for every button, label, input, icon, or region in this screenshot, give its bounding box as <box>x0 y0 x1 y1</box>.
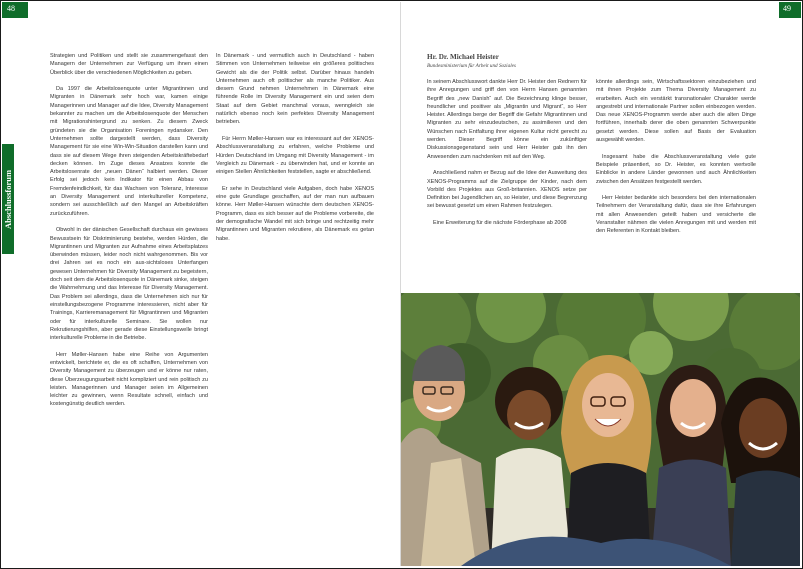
text-column-2 <box>216 52 374 251</box>
paragraph: Für Herrn Møller-Hansen war es interessant auf der XENOS-Abschlussveranstaltung zu erfahren, welche Probleme und Hürden Deutschland im Umgang mit Diversity Management - im Vergleich zu Dänemark - zu überwinden hat, und er konnte an einigen Stellen Ähnlichkeiten feststellen, sagte er abschließend. <box>216 135 374 176</box>
page-number-right: 49 <box>783 4 791 13</box>
paragraph: In Dänemark - und vermutlich auch in Deutschland - haben Stimmen von Unternehmen teilweise ein größeres politisches Gewicht als die der Politik selbst. Darüber hinaus handeln Unternehmen auch oft politischer als manche Politiker. Aus diesem Grund nehmen Unternehmen in Dänemark eine führende Rolle im Diversity Management ein und seien dem Staat auf dem Gebiet manchmal voraus, wenngleich sie natürlich ebenso noch kein perfektes Diversity Management betrieben. <box>216 53 374 126</box>
paragraph: Eine Erweiterung für die nächste Förderphase ab 2008 <box>433 220 567 227</box>
section-tab-label: Abschlussforum <box>3 169 13 229</box>
author-block <box>427 52 627 70</box>
paragraph: könnte allerdings sein, Wirtschaftssektoren einzubeziehen und mit ihnen Projekte zum Thema Diversity Management zu erarbeiten. Auch ein verstärkt transnationaler Charakter werde angestrebt und internationale Partner sollen einbezogen werden. Das neue XENOS-Programm werde aber auch die alten Dinge fortführen, innerhalb derer die oben genannten Schwerpunkte gesetzt werden. Diese sollen auf Basis der Evaluation ausgewählt werden. <box>596 79 756 144</box>
page-number-left-tab <box>2 2 28 18</box>
text-column-1 <box>50 52 208 417</box>
paragraph: Anschließend nahm er Bezug auf die Idee der Ausweitung des XENOS-Programms auf die Zielgruppe der Kinder, nach dem Vorbild des Projektes aus Groß-britannien. XENOS setze per Definition bei Jugendlichen an, so Heister, und diese Begrenzung sei bewusst gesetzt um einen Rahmen festzulegen. <box>427 170 587 210</box>
author-role: Bundesministerium für Arbeit und Soziales <box>427 63 516 69</box>
paragraph: Herr Møller-Hansen habe eine Reihe von Argumenten entwickelt, berichtete er, die es oft schaffen, Unternehmen von Diversity Management zu überzeugen und er könne nur raten, diese Überzeugungsarbeit nicht kompliziert und rein politisch zu leisten. Managerinnen und Manager seien im Allgemeinen leichter zu gewinnen, wenn Resultate schnell, einfach und kostengünstig deutlich werden. <box>50 351 208 408</box>
text-column-4 <box>596 78 756 244</box>
page-number-right-tab <box>779 2 801 18</box>
paragraph: Da 1997 die Arbeitslosenquote unter Migrantinnen und Migranten in Dänemark sehr hoch war, kamen einige Managerinnen und Manager auf die Idee, Diversity Management bekannter zu machen um die Arbeitslosenquote der Menschen mit Migrationshintergrund zu senken. Zu diesem Zweck gründeten sie die Organisation Foreningen nydansker. Den Unternehmen sollte dargestellt werden, dass Diversity Management für sie eine Win-Win-Situation darstellen kann und dass sie auf diesem Wege ihren steigenden Arbeitskräftebedarf decken können. Im Zuge dieses Ansatzes konnte die Arbeitslosenrate der „neuen Dänen“ halbiert werden. Dieser Erfolg sei jedoch kein Indikator für einen Abbau von Fremdenfeindlichkeit, für das Wachsen von Toleranz, Interesse an Diversity Management und interkultureller Kompetenz, sondern sei ausschließlich auf den Mangel an Arbeitskräften zurückzuführen. <box>50 86 208 217</box>
group-photo-illustration <box>401 293 800 566</box>
person-5 <box>721 378 800 566</box>
page-number-left: 48 <box>7 4 15 13</box>
paragraph: In seinem Abschlusswort dankte Herr Dr. Heister den Rednern für ihre Anregungen und griff den von Herrn Hansen genannten Begriff des „new Danish“ auf. Die Bezeichnung klinge besser, freundlicher und positiver als „Migrantin und Migrant“, so Herr Heister. Allerdings berge der Begriff die Gefahr Migrantinnen und Migranten zu sehr einzudeutschen, zu assimilieren und den Wünschen nach Entfaltung ihrer eigenen Kultur nicht gerecht zu werden. Dieser Begriff könne ein zukünftiger Diskussionsgegenstand sein und Herr Heister gab ihn den Anwesenden zum nachdenken mit auf den Weg. <box>427 79 587 160</box>
group-photo <box>401 293 800 566</box>
paragraph: Er sehe in Deutschland viele Aufgaben, doch habe XENOS eine gute Grundlage geschaffen, auf der man nun aufbauen könne. Herr Møller-Hansen wünschte dem deutschen XENOS-Programm, dass es sich besser auf die Probleme vorbereite, die der demografische Wandel mit sich bringe und rechtzeitig mehr Migrantinnen und Migranten rekrutiere, als Dänemark es getan habe. <box>216 185 374 242</box>
paragraph: Herr Heister bedankte sich besonders bei den internationalen Teilnehmern der Veranstaltung dafür, dass sie ihre Erfahrungen mit allen Anwesenden geteilt haben und versicherte die Veranstalter nähmen die vielen Anregungen mit und werden mit den Referenten in Kontakt bleiben. <box>596 195 756 235</box>
author-name: Hr. Dr. Michael Heister <box>427 53 499 61</box>
person-2 <box>491 367 571 566</box>
paragraph: Obwohl in der dänischen Gesellschaft durchaus ein gewisses Bewusstsein für Diskriminierung bestehe, werden Hürden, die Migrantinnen und Migranten zur Aufnahme eines Arbeitsplatzes überwinden müssen, leider noch nicht wahrgenommen. Bis vor drei Jahren sei es noch ein aus-sichtsloses Unterfangen gewesen Unternehmen für Diversity Management zu begeistern, doch seit dem die Arbeitslosenquote in Dänemark sinke, steigen die Wahrnehmung und das Interesse für Diversity Management. Das Problem sei allerdings, dass die Unternehmen sich nur für einstellungsbezogene Programme interessieren, nicht aber für Trainings, Karrieremanagement für Migrantinnen und Migranten oder für interkulturelle Seminare. Sie wollen nur Rekrutierungshilfen, aber gerade diese Einstellungswelle bringt interkulturelle Probleme in die Betriebe. <box>50 227 208 342</box>
person-3 <box>561 355 652 566</box>
text-column-3 <box>427 78 587 236</box>
paragraph: Strategien und Politiken und stellt sie zusammengefasst den Managern der Unternehmen zur Verfügung um ihnen einen Überblick über die verschiedenen Möglichkeiten zu geben. <box>50 53 208 76</box>
paragraph: Insgesamt habe die Abschlussveranstaltung viele gute Beispiele präsentiert, so Dr. Heister, es konnten wertvolle Einblicke in andere Länder gewonnen und auch Ähnlichkeiten zwischen den Ansätzen festgestellt werden. <box>596 153 756 185</box>
section-side-tab <box>2 144 14 254</box>
